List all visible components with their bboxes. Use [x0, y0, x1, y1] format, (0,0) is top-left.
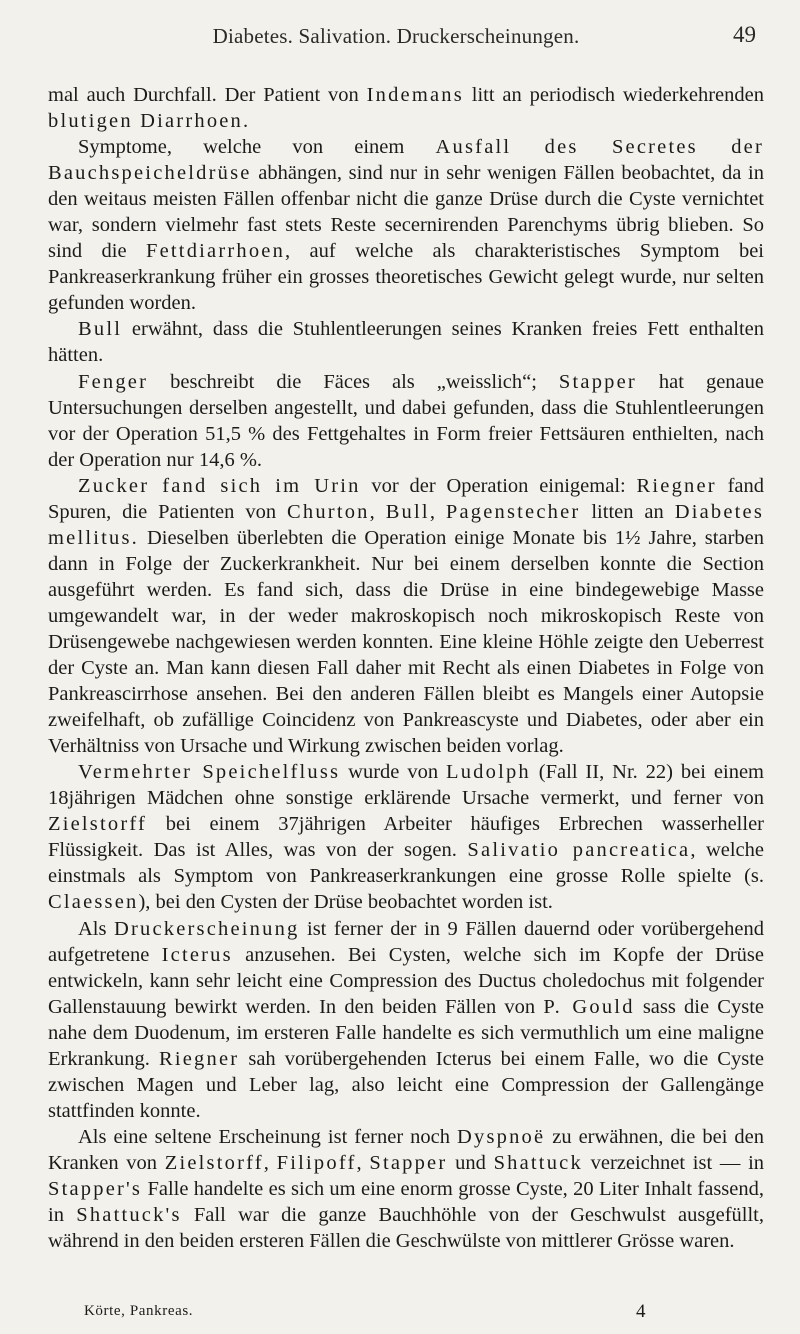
text-run: Falle handelte es sich um eine enorm grosse Cyste, 20 Liter Inhalt fassend, in [48, 1177, 764, 1227]
spaced-emphasis-text: Shattuck [493, 1151, 583, 1174]
body-text [48, 82, 764, 1254]
sheet-number: 4 [636, 1301, 646, 1322]
text-run: und [447, 1151, 494, 1174]
page-number: 49 [733, 22, 756, 47]
spaced-emphasis-text: blutigen Diarrhoen. [48, 110, 251, 133]
spaced-emphasis-text: Claessen [48, 891, 139, 914]
text-run: beschreibt die Fäces als „weisslich“; [148, 370, 559, 393]
paragraph [48, 316, 764, 368]
page-header [0, 14, 800, 54]
paragraph [48, 82, 764, 134]
spaced-emphasis-text: Riegner [636, 474, 717, 497]
text-run: anzusehen. Bei Cysten, welche sich im Kopfe der Drüse entwickeln, kann sehr leicht eine Compression des Ductus choledochus mit folgender Gallenstauung bewirkt werden. In den beiden Fällen von [48, 943, 764, 1018]
text-run: verzeichnet ist — in [582, 1151, 765, 1174]
spaced-emphasis-text: Stapper [558, 370, 637, 393]
text-run: , auf welche als charakteristisches Symptom bei Pankreaserkrankung früher ein grosses theoretisches Gewicht gelegt wurde, nur selten gefunden worden. [48, 240, 764, 315]
text-run: , [429, 500, 446, 523]
text-run: bei einem 37jährigen Arbeiter häufiges Erbrechen wasserheller Flüssigkeit. Das ist Alles, was von der sogen. [48, 813, 764, 862]
paragraph [48, 759, 764, 915]
paragraph [48, 473, 764, 760]
spaced-emphasis-text: Ausfall des Secretes der Bauchspeicheldrüse [48, 136, 764, 185]
spaced-emphasis-text: Fettdiarrhoen [146, 240, 286, 263]
text-run: vor der Operation einigemal: [360, 474, 637, 497]
text-run: ), bei den Cysten der Drüse beobachtet worden ist. [138, 891, 553, 914]
text-run: , welche einstmals als Symptom von Pankreaserkrankungen eine grosse Rolle spielte (s. [48, 839, 765, 888]
spaced-emphasis-text: Pagenstecher [445, 500, 581, 523]
text-run: , [356, 1151, 370, 1174]
spaced-emphasis-text: Diabetes mellitus. [48, 500, 765, 549]
text-run: Fall war die ganze Bauchhöhle von der Geschwulst ausgefüllt, während in den beiden ersteren Fällen die Geschwülste von mittlerer Grösse waren. [48, 1204, 764, 1253]
text-run: zu erwähnen, die bei den Kranken von [48, 1125, 765, 1174]
text-run: Als [78, 917, 114, 940]
paragraph [48, 1124, 764, 1254]
spaced-emphasis-text: Churton [287, 500, 370, 523]
text-run: mal auch Durchfall. Der Patient von [48, 84, 367, 106]
spaced-emphasis-text: Bull [385, 500, 430, 523]
spaced-emphasis-text: Fenger [78, 370, 149, 393]
text-run: Symptome, welche von einem [78, 136, 436, 159]
spaced-emphasis-text: Indemans [366, 84, 464, 106]
text-run: Als eine seltene Erscheinung ist ferner noch [78, 1125, 457, 1148]
text-run: (Fall II, Nr. 22) bei einem 18jährigen Mädchen ohne sonstige erklärende Ursache vermerkt, und ferner von [48, 761, 764, 810]
spaced-emphasis-text: Filipoff [276, 1151, 357, 1174]
spaced-emphasis-text: Zielstorff [164, 1151, 264, 1174]
text-run: sass die Cyste nahe dem Duodenum, im ersteren Falle handelte es sich vermuthlich um eine maligne Erkrankung. [48, 995, 764, 1070]
spaced-emphasis-text: Bull [78, 318, 123, 341]
text-run: litten an [580, 500, 675, 523]
spaced-emphasis-text: Vermehrter Speichelfluss [78, 761, 341, 784]
text-run: ist ferner der in 9 Fällen dauernd oder vorübergehend aufgetretene [48, 917, 765, 966]
running-title: Diabetes. Salivation. Druckerscheinungen. [212, 24, 580, 48]
spaced-emphasis-text: Druckerscheinung [114, 917, 300, 940]
text-run: fand Spuren, die Patienten von [48, 474, 764, 523]
signature-mark: Körte, Pankreas. [84, 1303, 194, 1319]
text-run: , [369, 500, 386, 523]
spaced-emphasis-text: Stapper [369, 1151, 448, 1174]
text-run: wurde von [340, 761, 446, 784]
spaced-emphasis-text: Dyspnoë [457, 1125, 546, 1148]
spaced-emphasis-text: Shattuck's [76, 1204, 182, 1227]
text-run: hat genaue Untersuchungen derselben angestellt, und dabei gefunden, dass die Stuhlentleerungen vor der Operation 51,5 % des Fettgehaltes in Form freier Fettsäuren enthielten, nach der Operation nur 14,6 %. [48, 370, 764, 471]
spaced-emphasis-text: Ludolph [446, 761, 531, 784]
text-run: sah vorübergehenden Icterus bei einem Falle, wo die Cyste zwischen Magen und Leber lag, also leicht eine Compression der Gallengänge stattfinden konnte. [48, 1047, 765, 1122]
spaced-emphasis-text: Stapper's [48, 1177, 143, 1200]
paragraph [48, 134, 764, 316]
paragraph [48, 916, 764, 1124]
spaced-emphasis-text: Zielstorff [48, 813, 148, 836]
text-run: erwähnt, dass die Stuhlentleerungen seines Kranken freies Fett enthalten hätten. [48, 318, 764, 367]
page-footer [84, 1303, 764, 1327]
spaced-emphasis-text: P. Gould [543, 995, 635, 1018]
spaced-emphasis-text: Icterus [161, 943, 233, 966]
text-run: , [263, 1151, 277, 1174]
spaced-emphasis-text: Zucker fand sich im Urin [78, 474, 361, 497]
paragraph [48, 369, 764, 473]
spaced-emphasis-text: Salivatio pancreatica [467, 839, 691, 862]
spaced-emphasis-text: Riegner [158, 1047, 240, 1070]
text-run: Dieselben überlebten die Operation einige Monate bis 1½ Jahre, starben dann in Folge der Zuckerkrankheit. Nur bei einem derselben konnte die Section ausgeführt werden. Es fand sich, dass die Drüse in eine bindegewebige Masse umgewandelt war, in der weder makroskopisch noch mikroskopisch Reste von Drüsengewebe nachgewiesen werden konnten. Eine kleine Höhle zeigte den Ueberrest der Cyste an. Man kann diesen Fall daher mit Recht als einen Diabetes in Folge von Pankreascirrhose ansehen. Bei den anderen Fällen bleibt es Mangels einer Autopsie zweifelhaft, ob zufällige Coincidenz von Pankreascyste und Diabetes, oder aber ein Verhältniss von Ursache und Wirkung zwischen beiden vorlag. [48, 526, 764, 758]
text-run: litt an periodisch wiederkehrenden [463, 84, 764, 106]
text-run: abhängen, sind nur in sehr wenigen Fällen beobachtet, da in den weitaus meisten Fällen offenbar nicht die ganze Drüse durch die Cyste vernichtet war, sondern vielmehr fast stets Reste secernirenden Parenchyms übrig blieben. So sind die [48, 162, 764, 263]
